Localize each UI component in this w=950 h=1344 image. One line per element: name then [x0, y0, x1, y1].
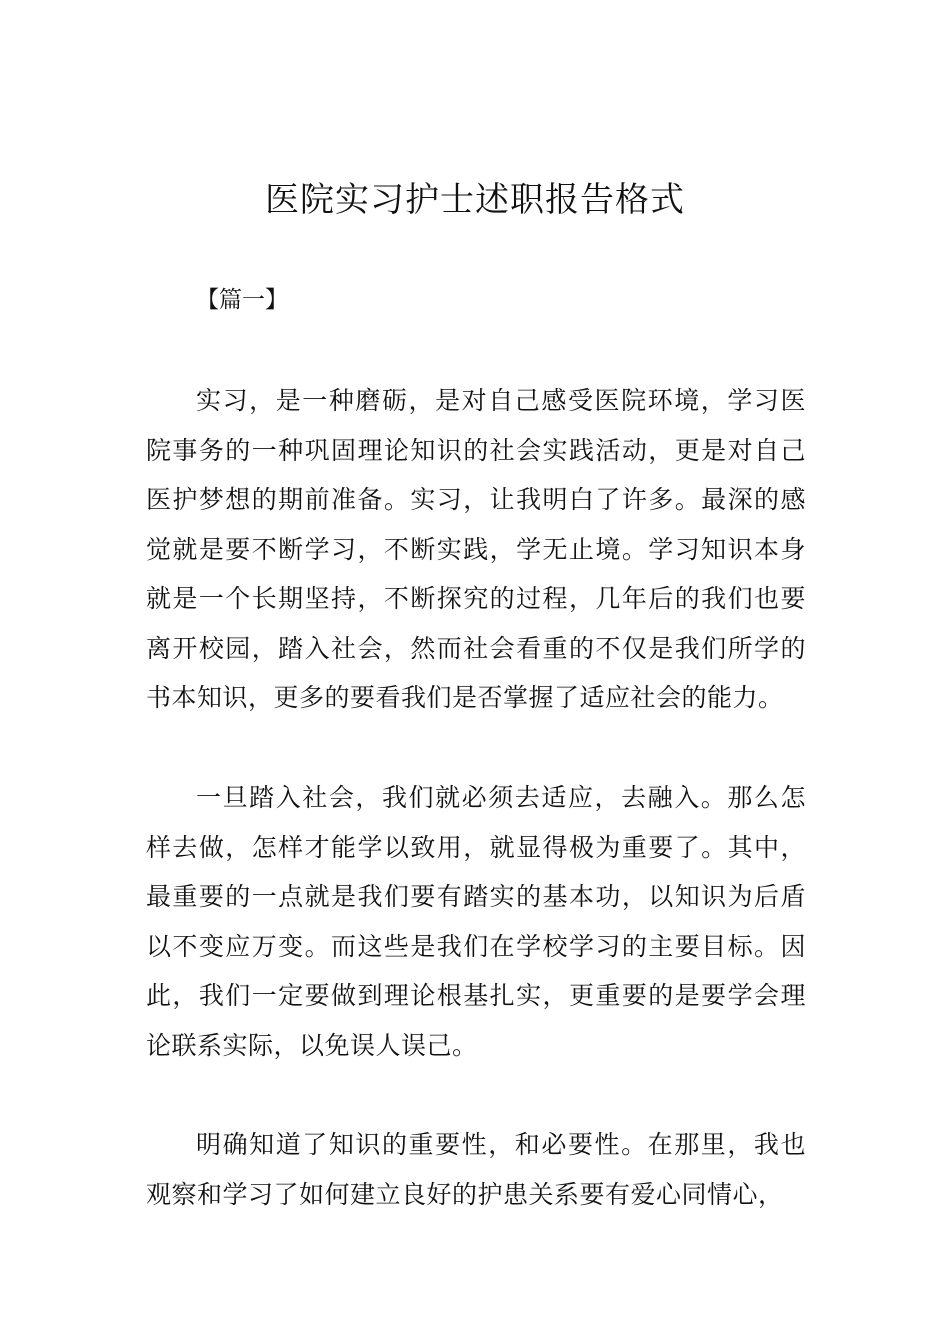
paragraph-3: 明确知道了知识的重要性，和必要性。在那里，我也观察和学习了如何建立良好的护患关系要有爱心同情心，: [146, 1130, 806, 1209]
document-title: 医院实习护士述职报告格式: [265, 180, 685, 220]
paragraph-2: 一旦踏入社会，我们就必须去适应，去融入。那么怎样去做，怎样才能学以致用，就显得极为重要了。其中，最重要的一点就是我们要有踏实的基本功，以知识为后盾以不变应万变。而这些是我们在学校学习的主要目标。因此，我们一定要做到理论根基扎实，更重要的是要学会理论联系实际，以免误人误己。: [146, 783, 806, 1060]
paragraph-1: 实习，是一种磨砺，是对自己感受医院环境，学习医院事务的一种巩固理论知识的社会实践活动，更是对自己医护梦想的期前准备。实习，让我明白了许多。最深的感觉就是要不断学习，不断实践，学无止境。学习知识本身就是一个长期坚持，不断探究的过程，几年后的我们也要离开校园，踏入社会，然而社会看重的不仅是我们所学的书本知识，更多的要看我们是否掌握了适应社会的能力。: [146, 386, 806, 712]
section-label: 【篇一】: [196, 287, 288, 313]
